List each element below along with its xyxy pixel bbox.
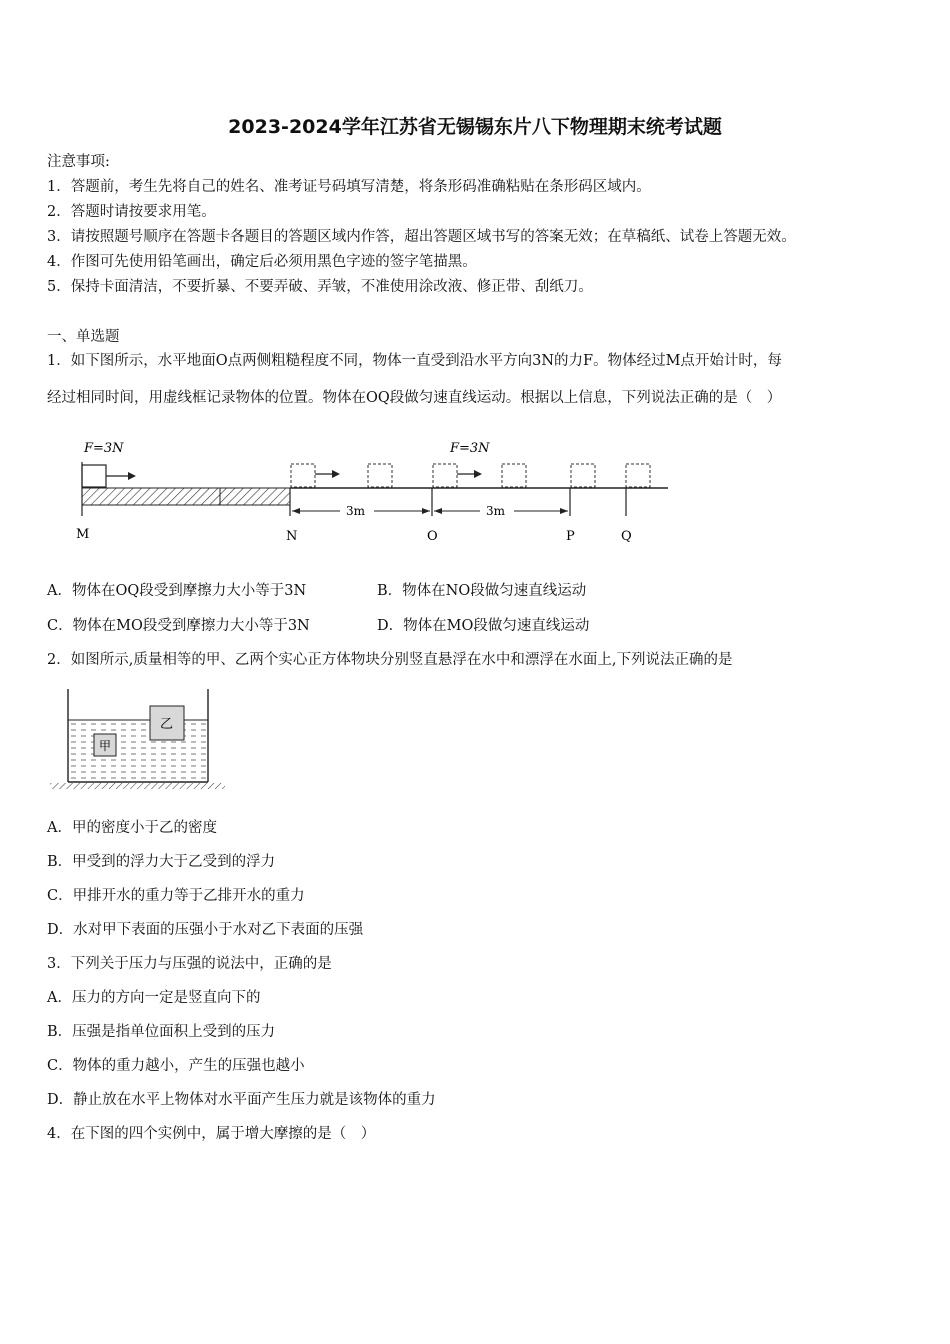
position-box: [571, 464, 595, 487]
notice-item: 2．答题时请按要求用笔。: [47, 204, 216, 220]
block-yi-label: 乙: [160, 717, 174, 732]
q2-option: C．甲排开水的重力等于乙排开水的重力: [47, 888, 305, 904]
notice-heading: 注意事项:: [47, 154, 110, 170]
position-box: [368, 464, 392, 487]
q2-water-tank-diagram: [50, 685, 225, 793]
notice-item: 3．请按照题号顺序在答题卡各题目的答题区域内作答，超出答题区域书写的答案无效；在草稿纸、试卷上答题无效。: [47, 229, 796, 245]
notice-item: 5．保持卡面清洁，不要折暴、不要弄破、弄皱，不准使用涂改液、修正带、刮纸刀。: [47, 279, 593, 295]
distance-label-op: 3m: [486, 504, 506, 518]
q2-option: D．水对甲下表面的压强小于水对乙下表面的压强: [47, 922, 364, 938]
force-label-2: F=3N: [450, 441, 490, 456]
q3-option: C．物体的重力越小，产生的压强也越小: [47, 1058, 305, 1074]
q1-option-a: A．物体在OQ段受到摩擦力大小等于3N: [47, 583, 307, 599]
q2-option: B．甲受到的浮力大于乙受到的浮力: [47, 854, 276, 870]
force-label-1: F=3N: [84, 441, 124, 456]
water: [68, 720, 208, 782]
q2-option: A．甲的密度小于乙的密度: [47, 820, 217, 836]
q1-stem-line-2: 经过相同时间，用虚线框记录物体的位置。物体在OQ段做匀速直线运动。根据以上信息，下列说法正确的是（ ）: [47, 390, 782, 406]
block-jia-label: 甲: [99, 739, 112, 753]
position-box: [291, 464, 315, 487]
block-at-m: [82, 465, 106, 487]
point-label-p: P: [566, 529, 575, 544]
force-arrow-1-head: [128, 472, 136, 480]
point-label-m: M: [76, 527, 90, 542]
q1-option-c: C．物体在MO段受到摩擦力大小等于3N: [47, 618, 310, 634]
notice-item: 4．作图可先使用铅笔画出，确定后必须用黑色字迹的签字笔描黑。: [47, 254, 477, 270]
distance-label-no: 3m: [346, 504, 366, 518]
page-title: 2023-2024学年江苏省无锡锡东片八下物理期末统考试题: [228, 116, 722, 138]
q1-option-b: B．物体在NO段做匀速直线运动: [377, 583, 587, 599]
rough-ground: [82, 488, 290, 505]
point-label-q: Q: [621, 529, 632, 544]
q3-option: D．静止放在水平上物体对水平面产生压力就是该物体的重力: [47, 1092, 436, 1108]
q1-stem-line-1: 1．如下图所示，水平地面O点两侧粗糙程度不同，物体一直受到沿水平方向3N的力F。物体经过M点开始计时，每: [47, 353, 782, 369]
ground: [50, 783, 225, 789]
q3-option: A．压力的方向一定是竖直向下的: [47, 990, 261, 1006]
q3-option: B．压强是指单位面积上受到的压力: [47, 1024, 276, 1040]
q1-motion-diagram: [70, 432, 680, 547]
q3-stem: 3．下列关于压力与压强的说法中，正确的是: [47, 956, 332, 972]
point-label-o: O: [427, 529, 438, 544]
notice-item: 1．答题前，考生先将自己的姓名、准考证号码填写清楚，将条形码准确粘贴在条形码区域内。: [47, 179, 651, 195]
q2-stem: 2．如图所示,质量相等的甲、乙两个实心正方体物块分别竖直悬浮在水中和漂浮在水面上,下列说法正确的是: [47, 652, 733, 668]
point-label-n: N: [286, 529, 298, 544]
section-heading: 一、单选题: [47, 329, 120, 345]
position-box: [626, 464, 650, 487]
q1-option-d: D．物体在MO段做匀速直线运动: [377, 618, 590, 634]
position-box: [433, 464, 457, 487]
q4-stem: 4．在下图的四个实例中，属于增大摩擦的是（ ）: [47, 1126, 376, 1142]
position-box: [502, 464, 526, 487]
